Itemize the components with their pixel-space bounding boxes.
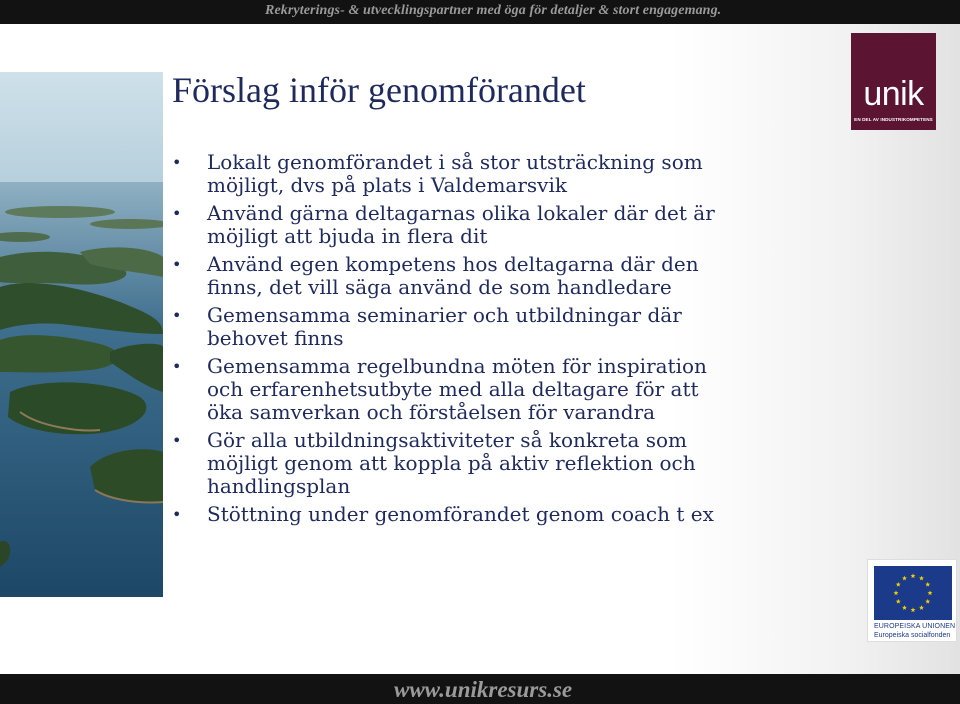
eu-text-fund: Europeiska socialfonden xyxy=(874,632,951,639)
bullet-line: öka samverkan och förståelsen för varandra xyxy=(207,400,656,424)
bullet-list xyxy=(172,151,772,531)
slide-title: Förslag inför genomförandet xyxy=(172,70,586,110)
bullet-marker: • xyxy=(172,306,182,325)
bullet-line: möjligt genom att koppla på aktiv reflektion och xyxy=(207,451,696,475)
bullet-line: finns, det vill säga använd de som handledare xyxy=(207,275,672,299)
logo-subtitle: EN DEL AV INDUSTRIKOMPETENS xyxy=(854,117,933,122)
bullet-item xyxy=(172,202,772,248)
bullet-marker: • xyxy=(172,431,182,450)
bullet-marker: • xyxy=(172,153,182,172)
bullet-item xyxy=(172,253,772,299)
bullet-item xyxy=(172,503,772,526)
bullet-line: Gemensamma regelbundna möten för inspiration xyxy=(207,354,707,378)
bullet-line: Använd gärna deltagarnas olika lokaler där det är xyxy=(207,201,715,225)
bullet-marker: • xyxy=(172,255,182,274)
archipelago-photo xyxy=(0,72,163,597)
bullet-line: möjligt, dvs på plats i Valdemarsvik xyxy=(207,173,567,197)
eu-logo xyxy=(867,559,957,642)
bullet-marker: • xyxy=(172,505,182,524)
unik-logo xyxy=(851,33,936,130)
bullet-line: Stöttning under genomförandet genom coach t ex xyxy=(207,502,714,526)
bullet-line: och erfarenhetsutbyte med alla deltagare för att xyxy=(207,377,699,401)
bullet-line: handlingsplan xyxy=(207,474,351,498)
bullet-item xyxy=(172,304,772,350)
footer-bar xyxy=(0,674,960,704)
bullet-marker: • xyxy=(172,204,182,223)
bullet-line: Använd egen kompetens hos deltagarna där den xyxy=(207,252,699,276)
header-tagline: Rekryterings- & utvecklingspartner med öga för detaljer & stort engagemang. xyxy=(265,3,722,18)
bullet-line: behovet finns xyxy=(207,326,344,350)
bullet-line: möjligt att bjuda in flera dit xyxy=(207,224,488,248)
bullet-line: Gemensamma seminarier och utbildningar där xyxy=(207,303,682,327)
eu-text-union: EUROPEISKA UNIONEN xyxy=(874,623,956,630)
bullet-item xyxy=(172,151,772,197)
logo-wordmark: unik xyxy=(863,75,924,113)
eu-flag-icon xyxy=(874,566,952,620)
bullet-item xyxy=(172,429,772,498)
bullet-line: Gör alla utbildningsaktiviteter så konkreta som xyxy=(207,428,687,452)
bullet-marker: • xyxy=(172,357,182,376)
footer-url[interactable]: www.unikresurs.se xyxy=(394,677,573,702)
header-bar xyxy=(0,0,960,24)
bullet-line: Lokalt genomförandet i så stor utsträckning som xyxy=(207,150,703,174)
bullet-item xyxy=(172,355,772,424)
